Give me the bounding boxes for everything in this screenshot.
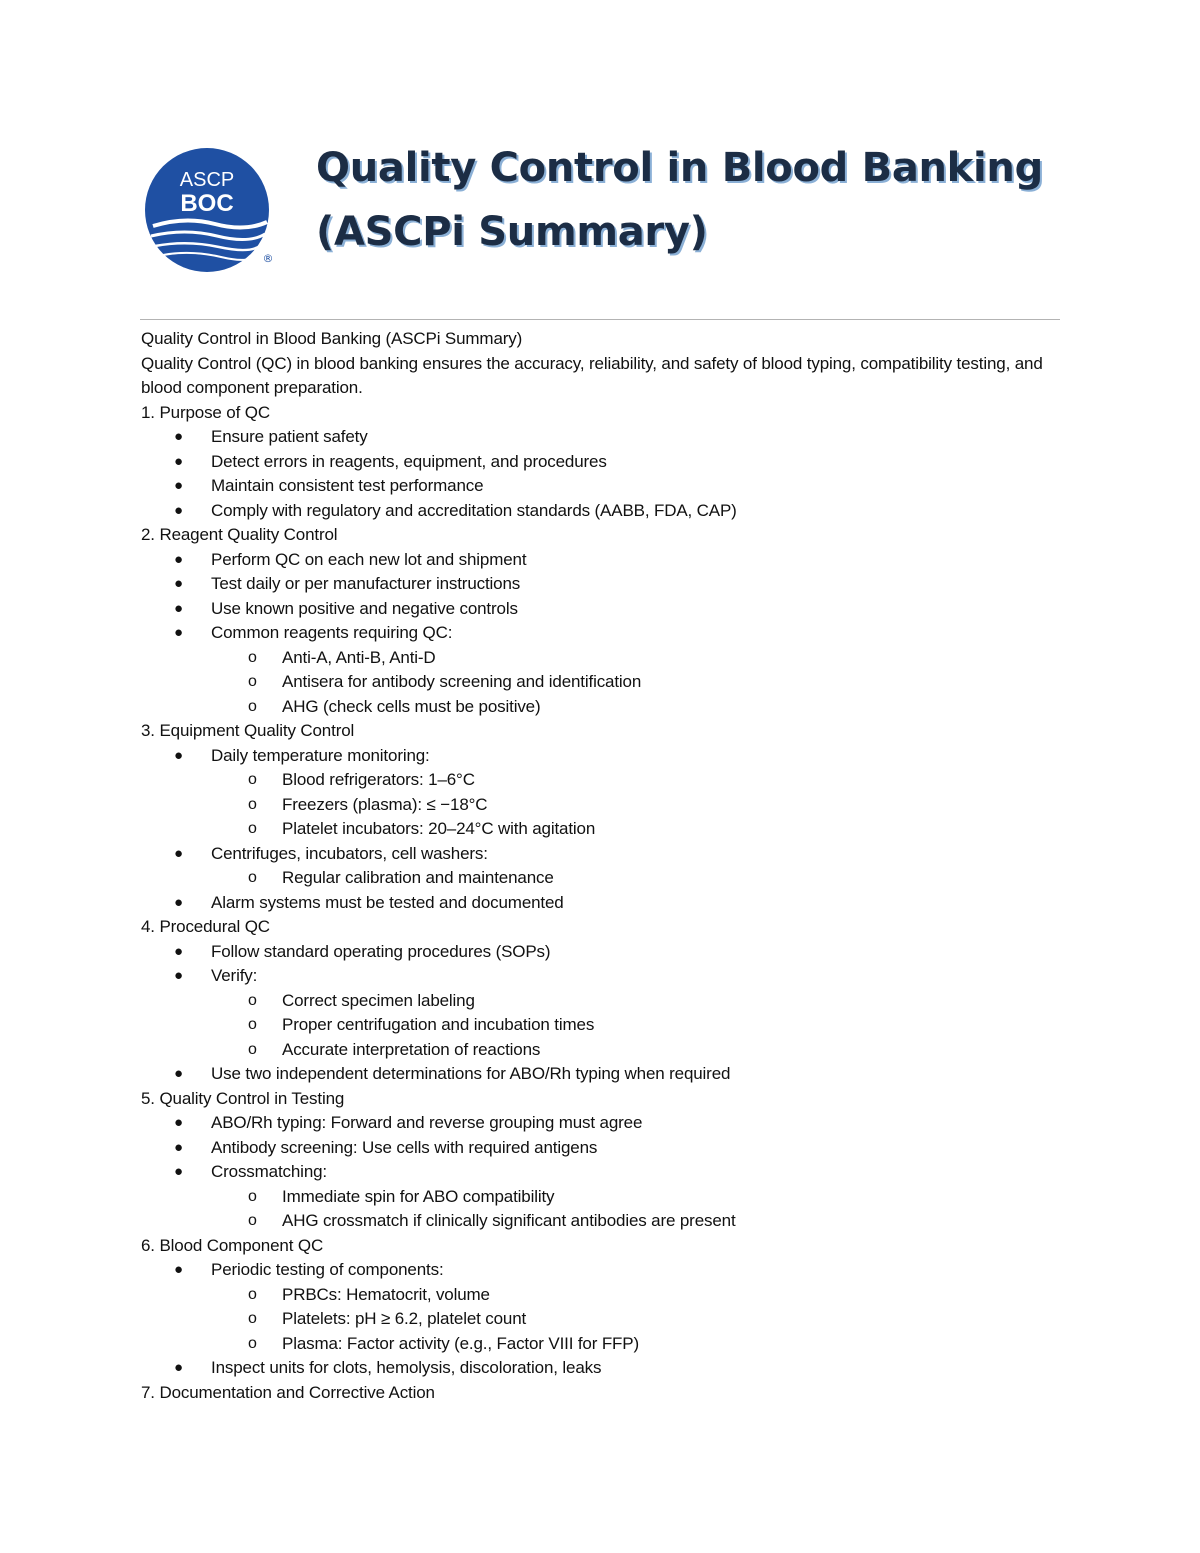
document-header <box>0 0 1200 330</box>
section-heading-documentation: 7. Documentation and Corrective Action <box>141 1382 435 1402</box>
horizontal-divider <box>140 319 1060 320</box>
sub-list-item: o Blood refrigerators: 1–6°C <box>141 768 1056 793</box>
bullet-icon: ● <box>174 967 183 984</box>
sub-bullet-icon: o <box>248 795 257 813</box>
sub-bullet-icon: o <box>248 648 257 666</box>
sub-bullet-icon: o <box>248 673 257 690</box>
list-item: ● Alarm systems must be tested and documented <box>141 891 1056 916</box>
bullet-icon: ● <box>174 452 183 470</box>
list-item: ● ABO/Rh typing: Forward and reverse grouping must agree <box>141 1111 1056 1136</box>
sub-bullet-icon: o <box>248 1212 257 1229</box>
bullet-icon: ● <box>174 1114 183 1131</box>
sub-list-item: o Anti-A, Anti-B, Anti-D <box>141 646 1056 671</box>
list-item: ● Periodic testing of components: <box>141 1258 1056 1283</box>
list-item: ● Daily temperature monitoring: <box>141 744 1056 769</box>
list-item: ● Test daily or per manufacturer instructions <box>141 572 1056 597</box>
list-item: ● Inspect units for clots, hemolysis, discoloration, leaks <box>141 1356 1056 1381</box>
list-item: ● Perform QC on each new lot and shipment <box>141 548 1056 573</box>
list-item: ● Ensure patient safety <box>141 425 1056 450</box>
bullet-icon: ● <box>174 893 183 911</box>
sub-list-item: o Antisera for antibody screening and identification <box>141 670 1056 695</box>
title-line-1: Quality Control in Blood Banking <box>316 145 1043 191</box>
bullet-icon: ● <box>174 942 183 960</box>
sub-bullet-icon: o <box>248 1016 257 1033</box>
list-item: ● Crossmatching: <box>141 1160 1056 1185</box>
section-heading-equipment-qc: 3. Equipment Quality Control <box>141 721 355 740</box>
section-heading-reagent-qc: 2. Reagent Quality Control <box>141 525 338 544</box>
sub-list-item: o Platelets: pH ≥ 6.2, platelet count <box>141 1307 1056 1332</box>
sub-bullet-icon: o <box>248 697 257 715</box>
list-item: ● Comply with regulatory and accreditation standards (AABB, FDA, CAP) <box>141 499 1056 524</box>
sub-list-item: o Plasma: Factor activity (e.g., Factor VIII for FFP) <box>141 1332 1056 1357</box>
bullet-icon: ● <box>174 624 183 641</box>
sub-list-item: o Platelet incubators: 20–24°C with agitation <box>141 817 1056 842</box>
list-item: ● Use known positive and negative controls <box>141 597 1056 622</box>
bullet-icon: ● <box>174 575 183 592</box>
logo-boc-text: BOC <box>180 190 234 217</box>
list-item: ● Antibody screening: Use cells with required antigens <box>141 1136 1056 1161</box>
sub-bullet-icon: o <box>248 1310 257 1327</box>
section-heading-purpose: 1. Purpose of QC <box>141 402 270 422</box>
list-item: ● Verify: <box>141 964 1056 989</box>
sub-list-item: o Proper centrifugation and incubation times <box>141 1013 1056 1038</box>
sub-bullet-icon: o <box>248 1040 257 1058</box>
sub-bullet-icon: o <box>248 991 257 1009</box>
bullet-icon: ● <box>174 1065 183 1082</box>
bullet-icon: ● <box>174 1138 183 1156</box>
bullet-icon: ● <box>174 1261 183 1278</box>
sub-list-item: o Correct specimen labeling <box>141 989 1056 1014</box>
title-line-2: (ASCPi Summary) <box>316 209 708 255</box>
list-item: ● Common reagents requiring QC: <box>141 621 1056 646</box>
bullet-icon: ● <box>174 746 183 764</box>
sub-list-item: o PRBCs: Hematocrit, volume <box>141 1283 1056 1308</box>
ascp-boc-logo <box>145 148 277 276</box>
list-item: ● Follow standard operating procedures (SOPs) <box>141 940 1056 965</box>
section-heading-component-qc: 6. Blood Component QC <box>141 1235 324 1255</box>
sub-bullet-icon: o <box>248 1334 257 1352</box>
sub-bullet-icon: o <box>248 771 257 788</box>
document-body <box>141 327 1056 1405</box>
registered-mark: ® <box>262 252 274 265</box>
bullet-icon: ● <box>174 550 183 568</box>
list-item: ● Maintain consistent test performance <box>141 474 1056 499</box>
bullet-icon: ● <box>174 1163 183 1180</box>
sub-list-item: o Freezers (plasma): ≤ −18°C <box>141 793 1056 818</box>
section-heading-testing-qc: 5. Quality Control in Testing <box>141 1088 345 1108</box>
list-item: ● Centrifuges, incubators, cell washers: <box>141 842 1056 867</box>
bullet-icon: ● <box>174 477 183 494</box>
doc-heading: Quality Control in Blood Banking (ASCPi Summary) <box>141 329 523 348</box>
bullet-icon: ● <box>174 1359 183 1376</box>
sub-bullet-icon: o <box>248 1285 257 1303</box>
sub-list-item: o AHG (check cells must be positive) <box>141 695 1056 720</box>
sub-bullet-icon: o <box>248 1187 257 1205</box>
logo-ascp-text: ASCP <box>179 169 235 191</box>
sub-list-item: o Regular calibration and maintenance <box>141 866 1056 891</box>
sub-bullet-icon: o <box>248 820 257 837</box>
sub-list-item: o Accurate interpretation of reactions <box>141 1038 1056 1063</box>
section-heading-procedural-qc: 4. Procedural QC <box>141 917 270 936</box>
list-item: ● Detect errors in reagents, equipment, and procedures <box>141 450 1056 475</box>
bullet-icon: ● <box>174 428 183 445</box>
bullet-icon: ● <box>174 501 183 519</box>
bullet-icon: ● <box>174 599 183 617</box>
list-item: ● Use two independent determinations for ABO/Rh typing when required <box>141 1062 1056 1087</box>
sub-list-item: o Immediate spin for ABO compatibility <box>141 1185 1056 1210</box>
doc-intro: Quality Control (QC) in blood banking ensures the accuracy, reliability, and safety of blood typing, compatibility testing, and blood component preparation. <box>141 353 1043 397</box>
sub-bullet-icon: o <box>248 869 257 886</box>
sub-list-item: o AHG crossmatch if clinically significant antibodies are present <box>141 1209 1056 1234</box>
page-title <box>316 136 1043 264</box>
bullet-icon: ● <box>174 844 183 862</box>
